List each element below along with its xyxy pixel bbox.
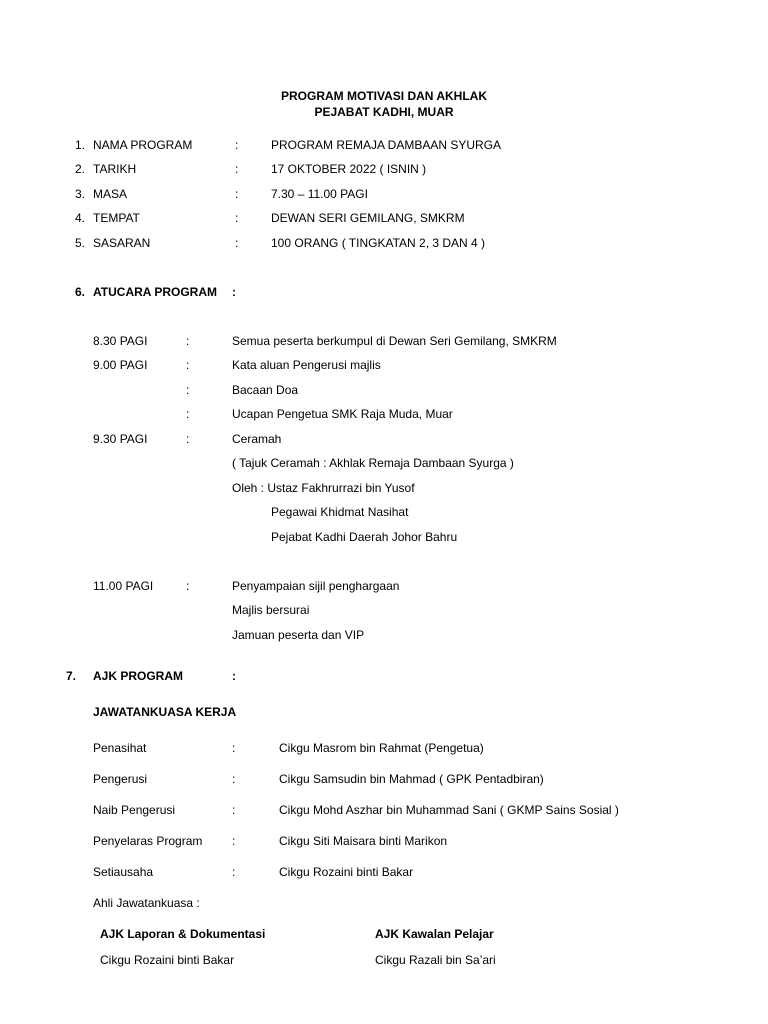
- info-colon: :: [235, 236, 239, 250]
- committee-role: Penasihat: [93, 741, 147, 755]
- schedule-item: Jamuan peserta dan VIP: [232, 628, 365, 642]
- ahli-label: Ahli Jawatankuasa :: [93, 896, 200, 910]
- info-number: 3.: [75, 187, 86, 201]
- info-label: NAMA PROGRAM: [93, 138, 193, 152]
- info-value: DEWAN SERI GEMILANG, SMKRM: [271, 211, 465, 225]
- schedule-item: Penyampaian sijil penghargaan: [232, 579, 400, 593]
- committee-name: Cikgu Rozaini binti Bakar: [279, 865, 414, 879]
- info-label: SASARAN: [93, 236, 151, 250]
- info-value: 17 OKTOBER 2022 ( ISNIN ): [271, 162, 427, 176]
- committee-group-member: Cikgu Razali bin Sa’ari: [375, 953, 496, 967]
- info-label: TARIKH: [93, 162, 137, 176]
- committee-group-title: AJK Kawalan Pelajar: [375, 927, 494, 941]
- committee-name: Cikgu Siti Maisara binti Marikon: [279, 834, 448, 848]
- ajk-colon: :: [232, 669, 236, 683]
- committee-colon: :: [232, 772, 236, 786]
- schedule-colon: :: [186, 334, 190, 348]
- atucara-heading: ATUCARA PROGRAM: [93, 285, 217, 299]
- committee-colon: :: [232, 803, 236, 817]
- info-number: 5.: [75, 236, 86, 250]
- schedule-item: Pejabat Kadhi Daerah Johor Bahru: [271, 530, 458, 544]
- committee-name: Cikgu Mohd Aszhar bin Muhammad Sani ( GKMP Sains Sosial ): [279, 803, 619, 817]
- schedule-colon: :: [186, 579, 190, 593]
- document-subtitle: PEJABAT KADHI, MUAR: [314, 105, 454, 119]
- committee-role: Pengerusi: [93, 772, 148, 786]
- info-value: PROGRAM REMAJA DAMBAAN SYURGA: [271, 138, 502, 152]
- committee-role: Setiausaha: [93, 865, 154, 879]
- schedule-time: 8.30 PAGI: [93, 334, 148, 348]
- schedule-item: Pegawai Khidmat Nasihat: [271, 505, 409, 519]
- ajk-subheading: JAWATANKUASA KERJA: [93, 705, 237, 719]
- schedule-item: Kata aluan Pengerusi majlis: [232, 358, 381, 372]
- committee-role: Naib Pengerusi: [93, 803, 176, 817]
- committee-colon: :: [232, 834, 236, 848]
- committee-colon: :: [232, 741, 236, 755]
- info-colon: :: [235, 138, 239, 152]
- committee-group-member: Cikgu Rozaini binti Bakar: [100, 953, 235, 967]
- info-colon: :: [235, 211, 239, 225]
- schedule-time: 9.30 PAGI: [93, 432, 148, 446]
- schedule-time: 9.00 PAGI: [93, 358, 148, 372]
- committee-role: Penyelaras Program: [93, 834, 203, 848]
- info-label: TEMPAT: [93, 211, 140, 225]
- schedule-colon: :: [186, 407, 190, 421]
- atucara-colon: :: [232, 285, 236, 299]
- info-number: 2.: [75, 162, 86, 176]
- schedule-time: 11.00 PAGI: [93, 579, 154, 593]
- schedule-colon: :: [186, 383, 190, 397]
- schedule-item: ( Tajuk Ceramah : Akhlak Remaja Dambaan Syurga ): [232, 456, 514, 470]
- schedule-item: Majlis bersurai: [232, 603, 310, 617]
- info-number: 1.: [75, 138, 86, 152]
- document-title: PROGRAM MOTIVASI DAN AKHLAK: [281, 89, 487, 103]
- info-colon: :: [235, 162, 239, 176]
- info-colon: :: [235, 187, 239, 201]
- info-value: 7.30 – 11.00 PAGI: [271, 187, 368, 201]
- schedule-item: Bacaan Doa: [232, 383, 299, 397]
- schedule-item: Ceramah: [232, 432, 282, 446]
- committee-name: Cikgu Samsudin bin Mahmad ( GPK Pentadbiran): [279, 772, 544, 786]
- ajk-number: 7.: [66, 669, 77, 683]
- schedule-item: Ucapan Pengetua SMK Raja Muda, Muar: [232, 407, 453, 421]
- committee-name: Cikgu Masrom bin Rahmat (Pengetua): [279, 741, 484, 755]
- info-number: 4.: [75, 211, 86, 225]
- committee-colon: :: [232, 865, 236, 879]
- committee-group-title: AJK Laporan & Dokumentasi: [100, 927, 266, 941]
- schedule-item: Semua peserta berkumpul di Dewan Seri Gemilang, SMKRM: [232, 334, 557, 348]
- ajk-heading: AJK PROGRAM: [93, 669, 184, 683]
- schedule-item: Oleh : Ustaz Fakhrurrazi bin Yusof: [232, 481, 415, 495]
- schedule-colon: :: [186, 432, 190, 446]
- schedule-colon: :: [186, 358, 190, 372]
- atucara-number: 6.: [75, 285, 86, 299]
- info-value: 100 ORANG ( TINGKATAN 2, 3 DAN 4 ): [271, 236, 486, 250]
- info-label: MASA: [93, 187, 128, 201]
